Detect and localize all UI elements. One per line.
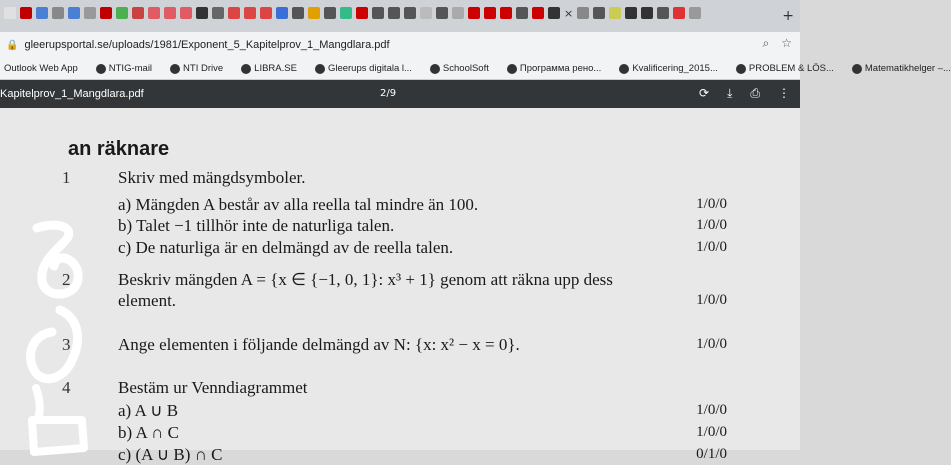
bookmark-label: Matematikhelger –... bbox=[864, 63, 951, 74]
tab-strip bbox=[0, 0, 800, 32]
bookmark-item[interactable] bbox=[619, 63, 718, 74]
question-text: Ange elementen i följande delmängd av N: {x: x² − x = 0}. bbox=[118, 335, 520, 354]
tab-favicon-icon[interactable] bbox=[164, 7, 176, 19]
bookmark-label: LIBRA.SE bbox=[254, 63, 297, 74]
tab-favicon-icon[interactable] bbox=[212, 7, 224, 19]
bookmark-globe-icon bbox=[241, 64, 251, 74]
question-text: a) Mängden A består av alla reella tal mindre än 100. bbox=[118, 195, 479, 214]
bookmark-ee-icon bbox=[315, 64, 325, 74]
tab-favicon-icon[interactable] bbox=[228, 7, 240, 19]
tab-favicon-icon[interactable] bbox=[484, 7, 496, 19]
tab-favicon-icon[interactable] bbox=[340, 7, 352, 19]
tab-favicon-icon[interactable] bbox=[148, 7, 160, 19]
bookmark-label: Программа рено... bbox=[519, 63, 602, 74]
tab-favicon-icon[interactable] bbox=[68, 7, 80, 19]
pdf-page bbox=[0, 108, 800, 464]
tab-favicon-icon[interactable] bbox=[420, 7, 432, 19]
address-bar[interactable] bbox=[0, 32, 800, 58]
bookmark-item[interactable] bbox=[736, 63, 834, 74]
pdf-filename: Kapitelprov_1_Mangdlara.pdf bbox=[0, 88, 144, 100]
tab-favicon-icon[interactable] bbox=[500, 7, 512, 19]
tab-favicon-icon[interactable] bbox=[452, 7, 464, 19]
rotate-icon[interactable]: ⟳ bbox=[699, 86, 710, 100]
tab-favicon-icon[interactable] bbox=[436, 7, 448, 19]
tab-favicon-icon[interactable] bbox=[116, 7, 128, 19]
bookmark-item[interactable] bbox=[170, 63, 223, 74]
more-icon[interactable]: ⋮ bbox=[778, 86, 790, 100]
tab-favicon-icon[interactable] bbox=[260, 7, 272, 19]
bookmark-globe-icon bbox=[852, 64, 862, 74]
question-text: Bestäm ur Venndiagrammet bbox=[118, 378, 308, 397]
tab-favicon-icon[interactable] bbox=[532, 7, 544, 19]
tab-favicon-icon[interactable] bbox=[100, 7, 112, 19]
url-text[interactable]: gleerupsportal.se/uploads/1981/Exponent_5_Kapitelprov_1_Mangdlara.pdf bbox=[24, 39, 390, 51]
tab-close-icon[interactable]: × bbox=[564, 6, 574, 20]
pdf-toolbar bbox=[0, 80, 800, 108]
question-points: 1/0/0 bbox=[696, 402, 727, 418]
tab-favicon-icon[interactable] bbox=[36, 7, 48, 19]
question-text: b) A ∩ C bbox=[118, 423, 179, 442]
tab-favicon-icon[interactable] bbox=[404, 7, 416, 19]
tab-favicon-icon[interactable] bbox=[577, 7, 589, 19]
tab-favicon-icon[interactable] bbox=[516, 7, 528, 19]
bookmark-label: SchoolSoft bbox=[442, 63, 489, 74]
tab-favicon-icon[interactable] bbox=[689, 7, 701, 19]
section-heading: an räknare bbox=[68, 138, 170, 160]
zoom-icon[interactable]: ⌕ bbox=[762, 36, 770, 50]
question-text: b) Talet −1 tillhör inte de naturliga talen. bbox=[118, 216, 395, 235]
question-points: 1/0/0 bbox=[696, 217, 727, 233]
bookmark-label: Kvalificering_2015... bbox=[632, 63, 718, 74]
tab-favicon-icon[interactable] bbox=[20, 7, 32, 19]
tab-favicon-icon[interactable] bbox=[625, 7, 637, 19]
tab-favicon-icon[interactable] bbox=[593, 7, 605, 19]
tab-icons bbox=[0, 0, 760, 32]
question-text: element. bbox=[118, 291, 177, 310]
new-tab-button[interactable]: + bbox=[782, 8, 794, 24]
bookmark-item[interactable] bbox=[4, 63, 78, 74]
question-text: Beskriv mängden A = {x ∈ {−1, 0, 1}: x³ + 1} genom att räkna upp dess bbox=[118, 270, 613, 289]
question-text: a) A ∪ B bbox=[118, 401, 179, 420]
bookmark-item[interactable] bbox=[315, 63, 412, 74]
question-text: Skriv med mängdsymboler. bbox=[118, 168, 306, 187]
bookmark-label: PROBLEM & LÖS... bbox=[748, 63, 834, 74]
question-points: 1/0/0 bbox=[696, 239, 727, 255]
tab-favicon-icon[interactable] bbox=[4, 7, 16, 19]
bookmark-item[interactable] bbox=[430, 63, 489, 74]
bookmarks-bar bbox=[0, 58, 951, 80]
tab-favicon-icon[interactable] bbox=[84, 7, 96, 19]
bookmark-label: Gleerups digitala l... bbox=[327, 63, 412, 74]
bookmark-label: NTI Drive bbox=[183, 63, 224, 74]
print-icon[interactable]: ⎙ bbox=[750, 86, 760, 100]
question-text: c) De naturliga är en delmängd av de reella talen. bbox=[118, 238, 454, 257]
pdf-actions bbox=[699, 86, 790, 101]
tab-favicon-icon[interactable] bbox=[276, 7, 288, 19]
question-points: 1/0/0 bbox=[696, 292, 727, 308]
page-indicator: 2/9 bbox=[380, 88, 397, 99]
bookmark-S-icon bbox=[430, 64, 440, 74]
question-number: 4 bbox=[62, 378, 71, 397]
bookmark-item[interactable] bbox=[241, 63, 297, 74]
tab-favicon-icon[interactable] bbox=[196, 7, 208, 19]
bookmark-play-icon bbox=[507, 64, 517, 74]
lock-icon: 🔒 bbox=[6, 39, 19, 51]
question-number: 3 bbox=[62, 335, 71, 354]
bookmark-label: NTIG-mail bbox=[108, 63, 153, 74]
tab-favicon-icon[interactable] bbox=[548, 7, 560, 19]
bookmark-item[interactable] bbox=[96, 63, 152, 74]
tab-favicon-icon[interactable] bbox=[609, 7, 621, 19]
address-actions bbox=[763, 36, 793, 51]
tab-favicon-icon[interactable] bbox=[244, 7, 256, 19]
question-points: 0/1/0 bbox=[696, 446, 727, 462]
tab-favicon-icon[interactable] bbox=[324, 7, 336, 19]
tab-favicon-icon[interactable] bbox=[657, 7, 669, 19]
tab-favicon-icon[interactable] bbox=[356, 7, 368, 19]
tab-favicon-icon[interactable] bbox=[180, 7, 192, 19]
tab-favicon-icon[interactable] bbox=[52, 7, 64, 19]
bookmark-star-icon[interactable]: ☆ bbox=[781, 36, 792, 50]
tab-favicon-icon[interactable] bbox=[292, 7, 304, 19]
question-points: 1/0/0 bbox=[696, 336, 727, 352]
bookmark-globe-icon bbox=[736, 64, 746, 74]
question-number: 2 bbox=[62, 270, 71, 289]
bookmark-mail-icon bbox=[96, 64, 106, 74]
tab-favicon-icon[interactable] bbox=[308, 7, 320, 19]
tab-favicon-icon[interactable] bbox=[673, 7, 685, 19]
bookmark-label: Outlook Web App bbox=[4, 63, 78, 74]
tab-favicon-icon[interactable] bbox=[372, 7, 384, 19]
bookmark-drive-icon bbox=[170, 64, 180, 74]
bookmark-globe-icon bbox=[619, 64, 629, 74]
tab-favicon-icon[interactable] bbox=[132, 7, 144, 19]
tab-favicon-icon[interactable] bbox=[468, 7, 480, 19]
bookmark-item[interactable] bbox=[507, 63, 601, 74]
bookmark-item[interactable] bbox=[852, 63, 951, 74]
tab-favicon-icon[interactable] bbox=[388, 7, 400, 19]
question-points: 1/0/0 bbox=[696, 424, 727, 440]
download-icon[interactable]: ⤓ bbox=[727, 86, 733, 100]
question-points: 1/0/0 bbox=[696, 196, 727, 212]
tab-favicon-icon[interactable] bbox=[641, 7, 653, 19]
question-text: c) (A ∪ B) ∩ C bbox=[118, 445, 223, 464]
question-number: 1 bbox=[62, 168, 71, 187]
